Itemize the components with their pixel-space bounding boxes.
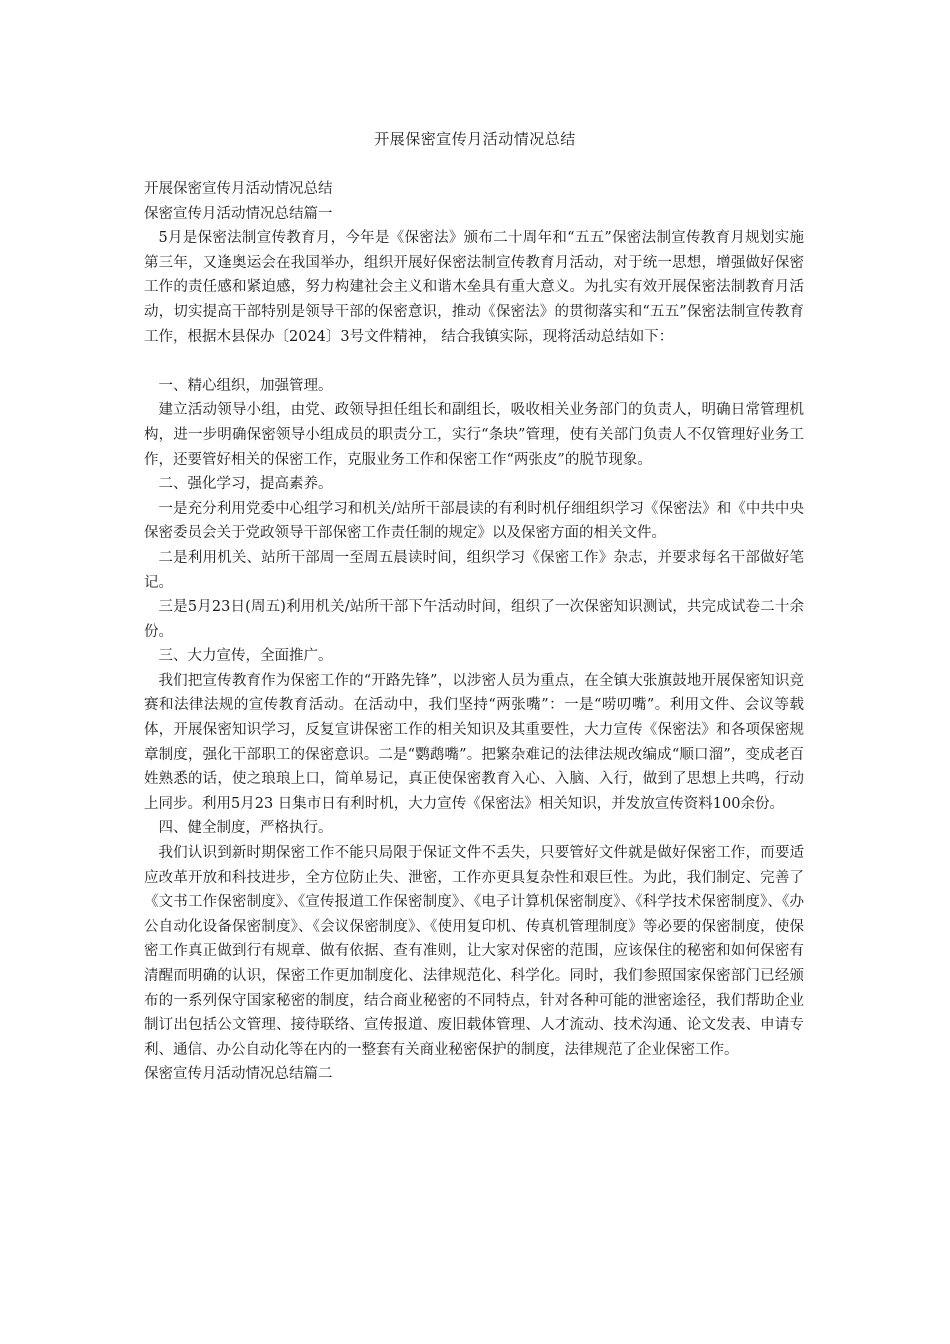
section2-item3: 三是5月23日(周五)利用机关/站所干部下午活动时间，组织了一次保密知识测试，共完成试卷二十余份。 bbox=[144, 599, 804, 640]
document-subtitle: 开展保密宣传月活动情况总结 bbox=[144, 181, 333, 197]
section4-heading: 四、健全制度，严格执行。 bbox=[158, 820, 333, 837]
part1-heading: 保密宣传月活动情况总结篇一 bbox=[144, 205, 333, 222]
section1-heading: 一、精心组织，加强管理。 bbox=[158, 377, 333, 394]
section4-paragraph: 我们认识到新时期保密工作不能只局限于保证文件不丢失，只要管好文件就是做好保密工作，而要适应改革开放和科技进步，全方位防止失、泄密，工作亦更具复杂性和艰巨性。为此，我们制定、完善了《文书工作保密制度》、《宣传报道工作保密制度》、《电子计算机保密制度》、《科学技术保密制度》、《办公自动化设备保密制度》、《会议保密制度》、《使用复印机、传真机管理制度》等必要的保密制度，使保密工作真正做到行有规章、做有依据、查有准则，让大家对保密的范围，应该保住的秘密和如何保密有清醒而明确的认识，保密工作更加制度化、法律规范化、科学化。同时，我们参照国家保密部门已经颁布的一系列保守国家秘密的制度，结合商业秘密的不同特点，针对各种可能的泄密途径，我们帮助企业制订出包括公文管理、接待联络、宣传报道、废旧载体管理、人才流动、技术沟通、论文发表、申请专利、通信、办公自动化等在内的一整套有关商业秘密保护的制度，法律规范了企业保密工作。 bbox=[144, 845, 804, 1058]
section2-heading: 二、强化学习，提高素养。 bbox=[158, 476, 333, 493]
section3-paragraph: 我们把宣传教育作为保密工作的“开路先锋”，以涉密人员为重点，在全镇大张旗鼓地开展保密知识竞赛和法律法规的宣传教育活动。在活动中，我们坚持“两张嘴”：一是“唠叨嘴”。利用文件、会议等载体，开展保密知识学习，反复宣讲保密工作的相关知识及其重要性，大力宣传《保密法》和各项保密规章制度，强化干部职工的保密意识。二是“鹦鹉嘴”。把繁杂难记的法律法规改编成“顺口溜”，变成老百姓熟悉的话，使之琅琅上口，简单易记，真正使保密教育入心、入脑、入行，做到了思想上共鸣，行动上同步。利用5月23 日集市日有利时机，大力宣传《保密法》相关知识，并发放宣传资料100余份。 bbox=[144, 672, 804, 812]
section3-heading: 三、大力宣传，全面推广。 bbox=[158, 648, 333, 665]
document-body bbox=[144, 177, 804, 1087]
part2-heading: 保密宣传月活动情况总结篇二 bbox=[144, 1066, 333, 1083]
blank-line bbox=[144, 349, 804, 374]
section1-paragraph: 建立活动领导小组，由党、政领导担任组长和副组长，吸收相关业务部门的负责人，明确日常管理机构，进一步明确保密领导小组成员的职责分工，实行“条块”管理，使有关部门负责人不仅管理好业务工作，还要管好相关的保密工作，克服业务工作和保密工作“两张皮”的脱节现象。 bbox=[144, 402, 804, 468]
section2-item1: 一是充分利用党委中心组学习和机关/站所干部晨读的有利时机仔细组织学习《保密法》和《中共中央保密委员会关于党政领导干部保密工作责任制的规定》以及保密方面的相关文件。 bbox=[144, 500, 804, 542]
section2-item2: 二是利用机关、站所干部周一至周五晨读时间，组织学习《保密工作》杂志，并要求每名干部做好笔记。 bbox=[144, 549, 804, 591]
document-title: 开展保密宣传月活动情况总结 bbox=[374, 130, 576, 148]
intro-paragraph: 5月是保密法制宣传教育月，今年是《保密法》颁布二十周年和“五五”保密法制宣传教育月规划实施第三年，又逢奥运会在我国举办，组织开展好保密法制宣传教育月活动，对于统一思想，增强做好保密工作的责任感和紧迫感，努力构建社会主义和谐木垒具有重大意义。为扎实有效开展保密法制教育月活动，切实提高干部特别是领导干部的保密意识，推动《保密法》的贯彻落实和“五五”保密法制宣传教育工作，根据木县保办〔2024〕3号文件精神， 结合我镇实际，现将活动总结如下： bbox=[144, 230, 804, 345]
